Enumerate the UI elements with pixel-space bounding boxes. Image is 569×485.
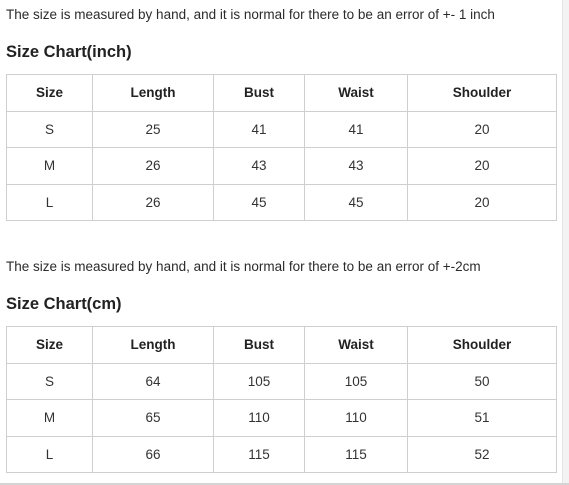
inch-measurement-note: The size is measured by hand, and it is normal for there to be an error of +- 1 inch	[6, 7, 495, 22]
cm-size-chart-title: Size Chart(cm)	[6, 295, 122, 313]
length-cell: 66	[93, 436, 214, 473]
shoulder-cell: 20	[408, 184, 557, 221]
inch-size-chart-title: Size Chart(inch)	[6, 43, 132, 61]
table-row	[7, 400, 557, 437]
column-header-bust: Bust	[214, 327, 305, 364]
table-row	[7, 148, 557, 185]
bust-cell: 45	[214, 184, 305, 221]
waist-cell: 110	[305, 400, 408, 437]
shoulder-cell: 52	[408, 436, 557, 473]
size-cell: L	[7, 184, 93, 221]
size-cell: L	[7, 436, 93, 473]
size-cell: S	[7, 363, 93, 400]
table-row	[7, 436, 557, 473]
shoulder-cell: 51	[408, 400, 557, 437]
shoulder-cell: 20	[408, 148, 557, 185]
size-cell: M	[7, 400, 93, 437]
size-cell: S	[7, 111, 93, 148]
length-cell: 64	[93, 363, 214, 400]
cm-measurement-note: The size is measured by hand, and it is normal for there to be an error of +-2cm	[6, 259, 481, 274]
shoulder-cell: 50	[408, 363, 557, 400]
cm-size-table	[6, 326, 557, 473]
bust-cell: 43	[214, 148, 305, 185]
column-header-size: Size	[7, 75, 93, 112]
waist-cell: 45	[305, 184, 408, 221]
bust-cell: 105	[214, 363, 305, 400]
length-cell: 65	[93, 400, 214, 437]
shoulder-cell: 20	[408, 111, 557, 148]
waist-cell: 115	[305, 436, 408, 473]
table-header-row	[7, 327, 557, 364]
column-header-shoulder: Shoulder	[408, 75, 557, 112]
column-header-length: Length	[93, 75, 214, 112]
column-header-waist: Waist	[305, 75, 408, 112]
length-cell: 25	[93, 111, 214, 148]
table-row	[7, 184, 557, 221]
table-row	[7, 363, 557, 400]
column-header-length: Length	[93, 327, 214, 364]
waist-cell: 43	[305, 148, 408, 185]
inch-size-table	[6, 74, 557, 221]
bust-cell: 110	[214, 400, 305, 437]
column-header-shoulder: Shoulder	[408, 327, 557, 364]
table-header-row	[7, 75, 557, 112]
size-cell: M	[7, 148, 93, 185]
column-header-bust: Bust	[214, 75, 305, 112]
bust-cell: 115	[214, 436, 305, 473]
vertical-scrollbar[interactable]	[562, 0, 569, 485]
length-cell: 26	[93, 184, 214, 221]
column-header-size: Size	[7, 327, 93, 364]
bust-cell: 41	[214, 111, 305, 148]
waist-cell: 105	[305, 363, 408, 400]
length-cell: 26	[93, 148, 214, 185]
column-header-waist: Waist	[305, 327, 408, 364]
waist-cell: 41	[305, 111, 408, 148]
table-row	[7, 111, 557, 148]
